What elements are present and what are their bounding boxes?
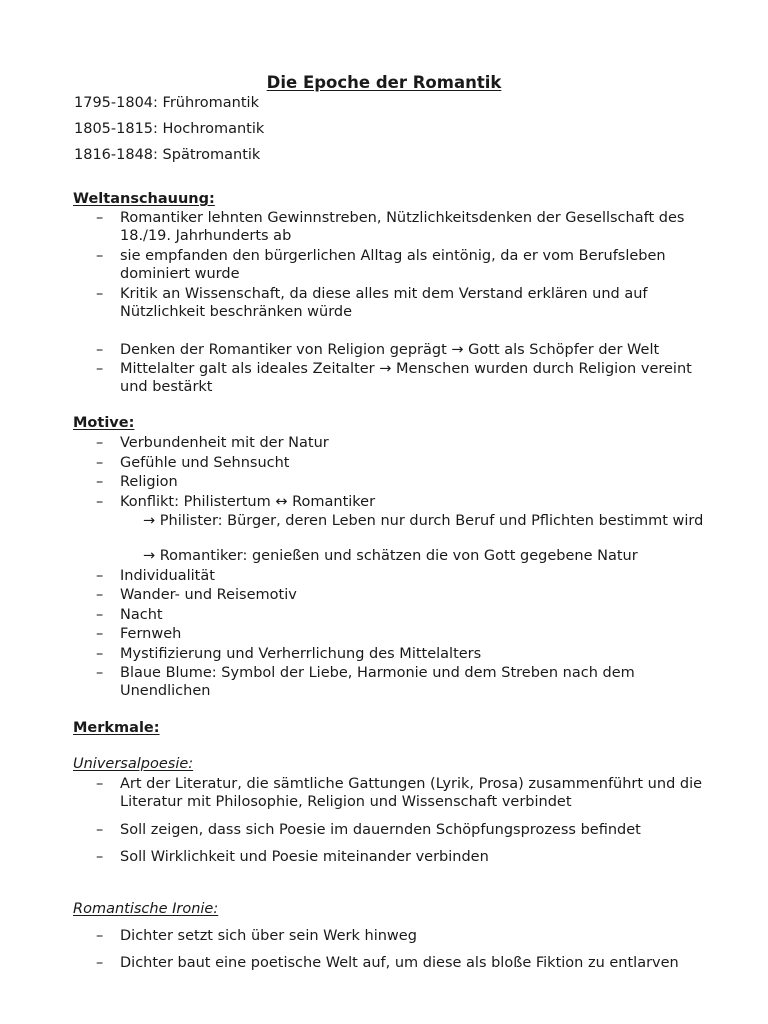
list-item (96, 775, 703, 811)
list-item-text: Kritik an Wissenschaft, da diese alles mit dem Verstand erklären und auf Nützlichkeit beschränken würde (120, 286, 648, 320)
list-item-text: Individualität (120, 568, 215, 584)
bullet-dash: – (96, 626, 104, 642)
list-item-text: Soll Wirklichkeit und Poesie miteinander verbinden (120, 849, 489, 865)
list-item (96, 473, 696, 491)
list-item (96, 209, 696, 245)
list-item (96, 954, 696, 972)
period-line: 1795-1804: Frühromantik (74, 95, 259, 111)
list-item-text: Denken der Romantiker von Religion geprägt → Gott als Schöpfer der Welt (120, 342, 660, 358)
list-item-text: Verbundenheit mit der Natur (120, 435, 329, 451)
list-item (96, 645, 696, 663)
bullet-dash: – (96, 849, 104, 865)
section-heading-weltanschauung: Weltanschauung: (73, 191, 215, 207)
list-item-text: Art der Literatur, die sämtliche Gattungen (Lyrik, Prosa) zusammenführt und die Literatur mit Philosophie, Religion und Wissenschaft verbindet (120, 776, 703, 810)
list-item-text: Dichter baut eine poetische Welt auf, um diese als bloße Fiktion zu entlarven (120, 955, 679, 971)
list-item (96, 625, 696, 643)
list-item (96, 848, 696, 866)
list-item-text: Konflikt: Philistertum ↔ Romantiker (120, 494, 376, 510)
list-item-text: Religion (120, 474, 178, 490)
list-item (96, 341, 696, 359)
bullet-dash: – (96, 587, 104, 603)
list-item (96, 567, 696, 585)
list-item (96, 586, 696, 604)
bullet-dash: – (96, 665, 104, 681)
bullet-dash: – (96, 361, 104, 377)
list-item-text: Gefühle und Sehnsucht (120, 455, 290, 471)
bullet-dash: – (96, 646, 104, 662)
list-item (96, 360, 696, 396)
bullet-dash: – (96, 455, 104, 471)
bullet-dash: – (96, 286, 104, 302)
bullet-dash: – (96, 210, 104, 226)
list-item (96, 285, 696, 321)
sub-item: → Philister: Bürger, deren Leben nur durch Beruf und Pflichten bestimmt wird (143, 513, 704, 529)
bullet-dash: – (96, 928, 104, 944)
list-item (96, 664, 696, 700)
section-heading-merkmale: Merkmale: (73, 720, 160, 736)
list-item (96, 434, 696, 452)
list-item (96, 821, 696, 839)
list-item-text: Dichter setzt sich über sein Werk hinweg (120, 928, 417, 944)
list-item (96, 606, 696, 624)
list-item (96, 454, 696, 472)
list-item-text: Mystifizierung und Verherrlichung des Mittelalters (120, 646, 482, 662)
list-item (96, 927, 696, 945)
bullet-dash: – (96, 474, 104, 490)
bullet-dash: – (96, 822, 104, 838)
bullet-dash: – (96, 494, 104, 510)
bullet-dash: – (96, 568, 104, 584)
period-line: 1816-1848: Spätromantik (74, 147, 261, 163)
section-heading-motive: Motive: (73, 415, 135, 431)
list-item (96, 493, 696, 511)
list-item-text: Soll zeigen, dass sich Poesie im dauernden Schöpfungsprozess befindet (120, 822, 641, 838)
list-item-text: Blaue Blume: Symbol der Liebe, Harmonie und dem Streben nach dem Unendlichen (120, 665, 635, 699)
list-item (96, 247, 696, 283)
bullet-dash: – (96, 435, 104, 451)
subsection-heading-romantische-ironie: Romantische Ironie: (73, 901, 219, 917)
bullet-dash: – (96, 248, 104, 264)
sub-item: → Romantiker: genießen und schätzen die von Gott gegebene Natur (143, 548, 638, 564)
list-item-text: Romantiker lehnten Gewinnstreben, Nützlichkeitsdenken der Gesellschaft des 18./19. Jahrhunderts ab (120, 210, 685, 244)
list-item-text: Fernweh (120, 626, 182, 642)
list-item-text: Nacht (120, 607, 163, 623)
bullet-dash: – (96, 776, 104, 792)
page-title: Die Epoche der Romantik (266, 73, 502, 92)
bullet-dash: – (96, 955, 104, 971)
list-item-text: Wander- und Reisemotiv (120, 587, 297, 603)
list-item-text: Mittelalter galt als ideales Zeitalter → Menschen wurden durch Religion vereint und bestärkt (120, 361, 692, 395)
list-item-text: sie empfanden den bürgerlichen Alltag als eintönig, da er vom Berufsleben dominiert wurde (120, 248, 666, 282)
subsection-heading-universalpoesie: Universalpoesie: (73, 756, 194, 772)
bullet-dash: – (96, 607, 104, 623)
period-line: 1805-1815: Hochromantik (74, 121, 265, 137)
bullet-dash: – (96, 342, 104, 358)
